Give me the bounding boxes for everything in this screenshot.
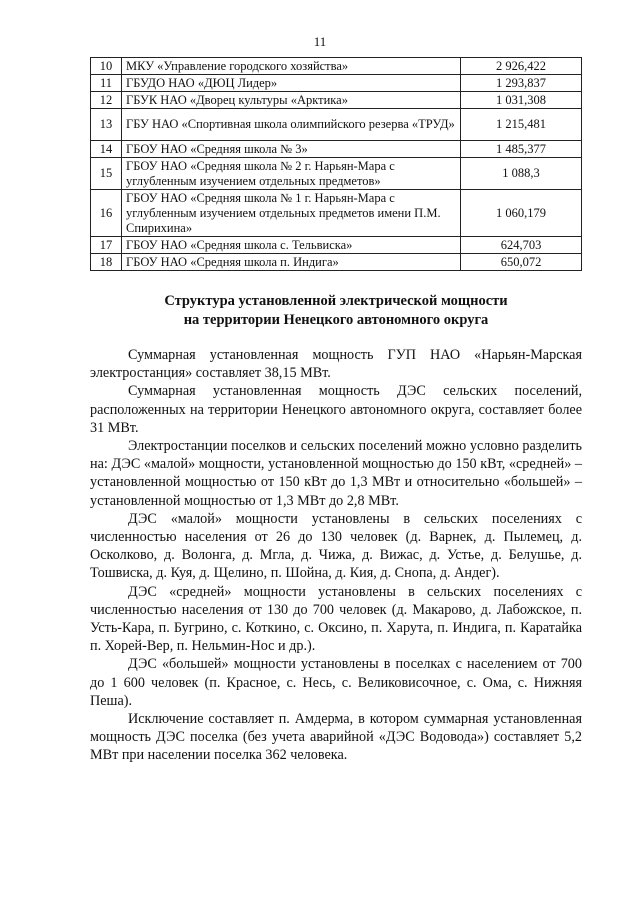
row-number: 10 [91, 58, 122, 75]
table-row [91, 141, 582, 158]
table-row [91, 254, 582, 271]
paragraph: Электростанции поселков и сельских поселений можно условно разделить на: ДЭС «малой» мощности, установленной мощностью до 150 кВт, «средней» – установленной мощностью от 150 кВт до 1,3 МВт и относительно «большей» – установленной мощностью от 1,3 МВт до 2,8 МВт. [90, 438, 582, 509]
power-value: 2 926,422 [461, 58, 582, 75]
row-number: 11 [91, 75, 122, 92]
section-heading [90, 292, 582, 330]
table-row [91, 92, 582, 109]
power-value: 1 088,3 [461, 158, 582, 190]
paragraph: Исключение составляет п. Амдерма, в котором суммарная установленная мощность ДЭС поселка (без учета аварийной «ДЭС Водовода») составляет 5,2 МВт при населении поселка 362 человека. [90, 711, 582, 764]
row-number: 17 [91, 237, 122, 254]
paragraph: ДЭС «средней» мощности установлены в сельских поселениях с численностью населения от 130 до 700 человек (д. Макарово, д. Лабожское, п. Усть-Кара, п. Бугрино, с. Коткино, с. Оксино, п. Харута, п. Индига, п. Каратайка п. Хорей-Вер, п. Нельмин-Нос и др.). [90, 583, 582, 655]
power-value: 1 293,837 [461, 75, 582, 92]
institution-name: ГБУ НАО «Спортивная школа олимпийского резерва «ТРУД» [122, 109, 461, 141]
institution-name: ГБОУ НАО «Средняя школа № 1 г. Нарьян-Мара с углубленным изучением отдельных предметов имени П.М. Спирихина» [122, 190, 461, 237]
table-row [91, 158, 582, 190]
paragraph: Суммарная установленная мощность ДЭС сельских поселений, расположенных на территории Ненецкого автономного округа, составляет более 31 МВт. [90, 383, 582, 436]
heading-line-1: Структура установленной электрической мощности [164, 293, 508, 309]
row-number: 13 [91, 109, 122, 141]
page-number: 11 [313, 34, 327, 49]
institution-name: ГБОУ НАО «Средняя школа № 2 г. Нарьян-Мара с углубленным изучением отдельных предметов» [122, 158, 461, 190]
table-row [91, 75, 582, 92]
institution-name: ГБУДО НАО «ДЮЦ Лидер» [122, 75, 461, 92]
row-number: 14 [91, 141, 122, 158]
table-row [91, 58, 582, 75]
institution-name: МКУ «Управление городского хозяйства» [122, 58, 461, 75]
institution-name: ГБОУ НАО «Средняя школа с. Тельвиска» [122, 237, 461, 254]
power-value: 1 060,179 [461, 190, 582, 237]
paragraph: ДЭС «большей» мощности установлены в поселках с населением от 700 до 1 600 человек (п. Красное, с. Несь, с. Великовисочное, с. Ома, с. Нижняя Пеша). [90, 656, 582, 709]
power-value: 1 031,308 [461, 92, 582, 109]
institution-name: ГБОУ НАО «Средняя школа п. Индига» [122, 254, 461, 271]
power-value: 1 485,377 [461, 141, 582, 158]
table-row [91, 190, 582, 237]
row-number: 18 [91, 254, 122, 271]
table-row [91, 109, 582, 141]
paragraph: Суммарная установленная мощность ГУП НАО «Нарьян-Марская электростанция» составляет 38,15 МВт. [90, 347, 582, 382]
row-number: 15 [91, 158, 122, 190]
heading-line-2: на территории Ненецкого автономного округа [183, 312, 489, 328]
table-row [91, 237, 582, 254]
institution-name: ГБОУ НАО «Средняя школа № 3» [122, 141, 461, 158]
power-value: 624,703 [461, 237, 582, 254]
row-number: 12 [91, 92, 122, 109]
body-text [90, 346, 582, 765]
paragraph: ДЭС «малой» мощности установлены в сельских поселениях с численностью населения от 26 до 130 человек (д. Варнек, д. Пылемец, д. Осколково, д. Волонга, д. Мгла, д. Чижа, д. Вижас, д. Устье, д. Белушье, д. Тошвиска, д. Куя, д. Щелино, п. Шойна, д. Кия, д. Снопа, д. Андег). [90, 510, 582, 582]
power-value: 1 215,481 [461, 109, 582, 141]
institutions-power-table [90, 57, 582, 271]
row-number: 16 [91, 190, 122, 237]
institution-name: ГБУК НАО «Дворец культуры «Арктика» [122, 92, 461, 109]
power-value: 650,072 [461, 254, 582, 271]
